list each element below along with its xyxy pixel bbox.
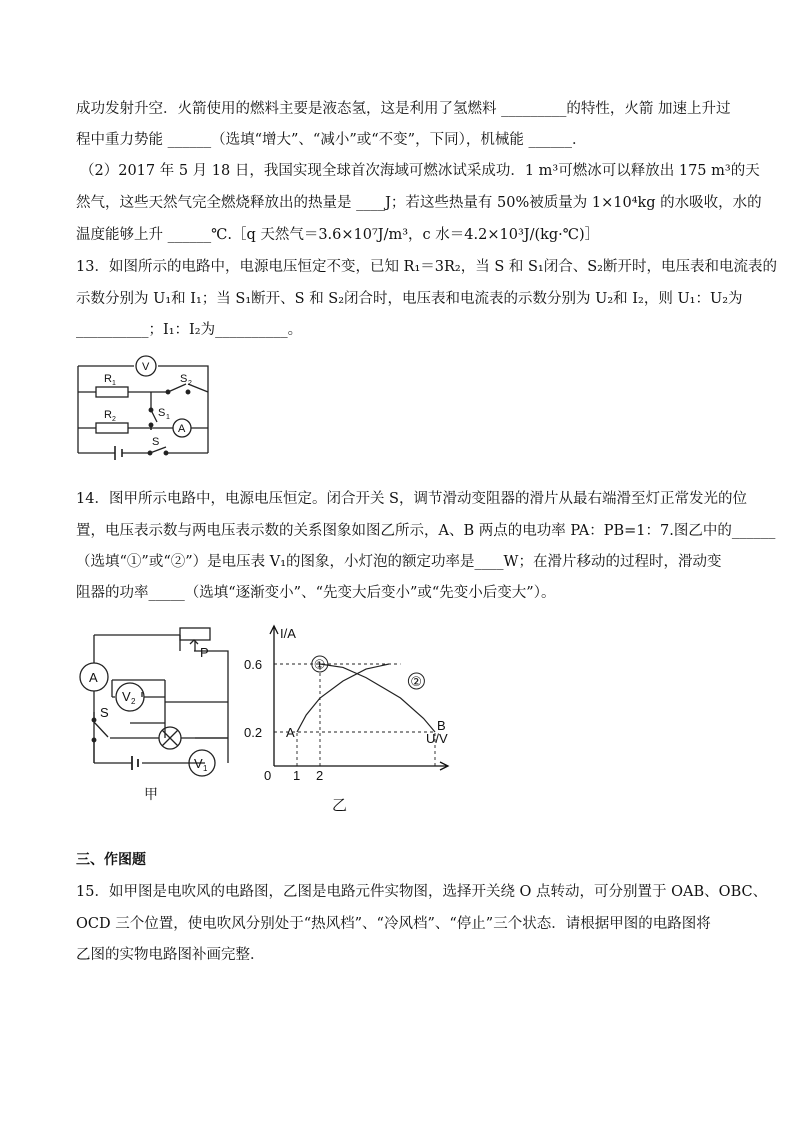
resistor-r2-icon <box>96 423 128 433</box>
text-line: 然气，这些天然气完全燃烧释放出的热量是 ____J；若这些热量有 50%被质量为 1×10⁴kg 的水吸收，水的 <box>76 195 762 211</box>
x-tick-label: 1 <box>293 768 301 783</box>
question-15-line: OCD 三个位置，使电吹风分别处于“热风档”、“冷风档”、“停止”三个状态．请根据甲图的电路图将 <box>76 916 711 932</box>
s1-sub: 1 <box>166 414 170 421</box>
question-15-line: 15．如甲图是电吹风的电路图，乙图是电路元件实物图，选择开关绕 O 点转动，可分别置于 OAB、OBC、 <box>76 884 768 900</box>
question-14-line: 阻器的功率_____（选填“逐渐变小”、“先变大后变小”或“先变小后变大”）。 <box>76 585 556 601</box>
series-name-label: ① <box>313 657 326 672</box>
point-label-a: A <box>286 725 295 740</box>
series-line-1 <box>297 664 389 732</box>
r1-label: R <box>104 373 112 385</box>
text-line: 温度能够上升 ______℃.［q 天然气＝3.6×10⁷J/m³，c 水＝4.2×10³J/(kg·℃)］ <box>76 227 600 243</box>
y-tick-label: 0.6 <box>244 657 263 672</box>
x-axis-label: U/V <box>426 731 448 746</box>
s-label: S <box>152 436 160 448</box>
point-label-b: B <box>437 718 446 733</box>
question-14-line: 置，电压表示数与两电压表示数的关系图象如图乙所示，A、B 两点的电功率 PA：PB=1：7.图乙中的______ <box>76 523 776 539</box>
text-line: （2）2017 年 5 月 18 日，我国实现全球首次海域可燃冰试采成功．1 m³可燃冰可以释放出 175 m³的天 <box>80 163 760 179</box>
question-14-line: 14．图甲所示电路中，电源电压恒定。闭合开关 S，调节滑动变阻器的滑片从最右端滑至灯正常发光的位 <box>76 491 747 507</box>
ammeter-label: A <box>178 423 186 435</box>
v1-label: V <box>194 756 203 771</box>
y-axis-label: I/A <box>280 626 296 641</box>
v2-sub: 2 <box>131 697 136 706</box>
chart-14-yi <box>238 616 468 816</box>
resistor-r1-icon <box>96 387 128 397</box>
question-13-line: __________；I₁：I₂为__________。 <box>76 322 303 338</box>
slider-label: P <box>200 645 209 660</box>
question-15-line: 乙图的实物电路图补画完整． <box>76 947 265 963</box>
y-tick-label: 0.2 <box>244 725 263 740</box>
series-name-label: ② <box>410 674 423 689</box>
r1-sub: 1 <box>112 380 116 387</box>
battery-icon <box>115 446 122 460</box>
v1-sub: 1 <box>203 764 208 773</box>
rheostat-icon <box>180 628 210 640</box>
question-13-line: 13．如图所示的电路中，电源电压恒定不变，已知 R₁＝3R₂，当 S 和 S₁闭合、S₂断开时，电压表和电流表的 <box>76 259 777 275</box>
ammeter-label: A <box>89 670 98 685</box>
origin-label: 0 <box>264 768 272 783</box>
figure-caption-yi: 乙 <box>332 796 348 814</box>
s1-label: S <box>158 407 166 419</box>
s2-sub: 2 <box>188 380 192 387</box>
r2-sub: 2 <box>112 416 116 423</box>
circuit-diagram-13 <box>70 350 220 468</box>
switch-label: S <box>100 705 109 720</box>
r2-label: R <box>104 409 112 421</box>
voltmeter-label: V <box>142 361 150 373</box>
figure-caption-jia: 甲 <box>144 786 158 802</box>
x-tick-label: 2 <box>316 768 324 783</box>
text-line: 程中重力势能 ______（选填“增大”、“减小”或“不变”，下同），机械能 ______． <box>76 132 587 148</box>
question-14-line: （选填“①”或“②”）是电压表 V₁的图象，小灯泡的额定功率是____W；在滑片移动的过程时，滑动变 <box>76 554 722 570</box>
text-line: 成功发射升空．火箭使用的燃料主要是液态氢，这是利用了氢燃料 _________的特性，火箭 加速上升过 <box>76 101 731 117</box>
circuit-diagram-14-jia <box>70 620 245 810</box>
section-heading: 三、作图题 <box>76 852 146 868</box>
battery-icon <box>132 756 138 770</box>
s2-label: S <box>180 373 188 385</box>
question-13-line: 示数分别为 U₁和 I₁；当 S₁断开、S 和 S₂闭合时，电压表和电流表的示数分别为 U₂和 I₂，则 U₁：U₂为 <box>76 291 743 307</box>
v2-label: V <box>122 689 131 704</box>
